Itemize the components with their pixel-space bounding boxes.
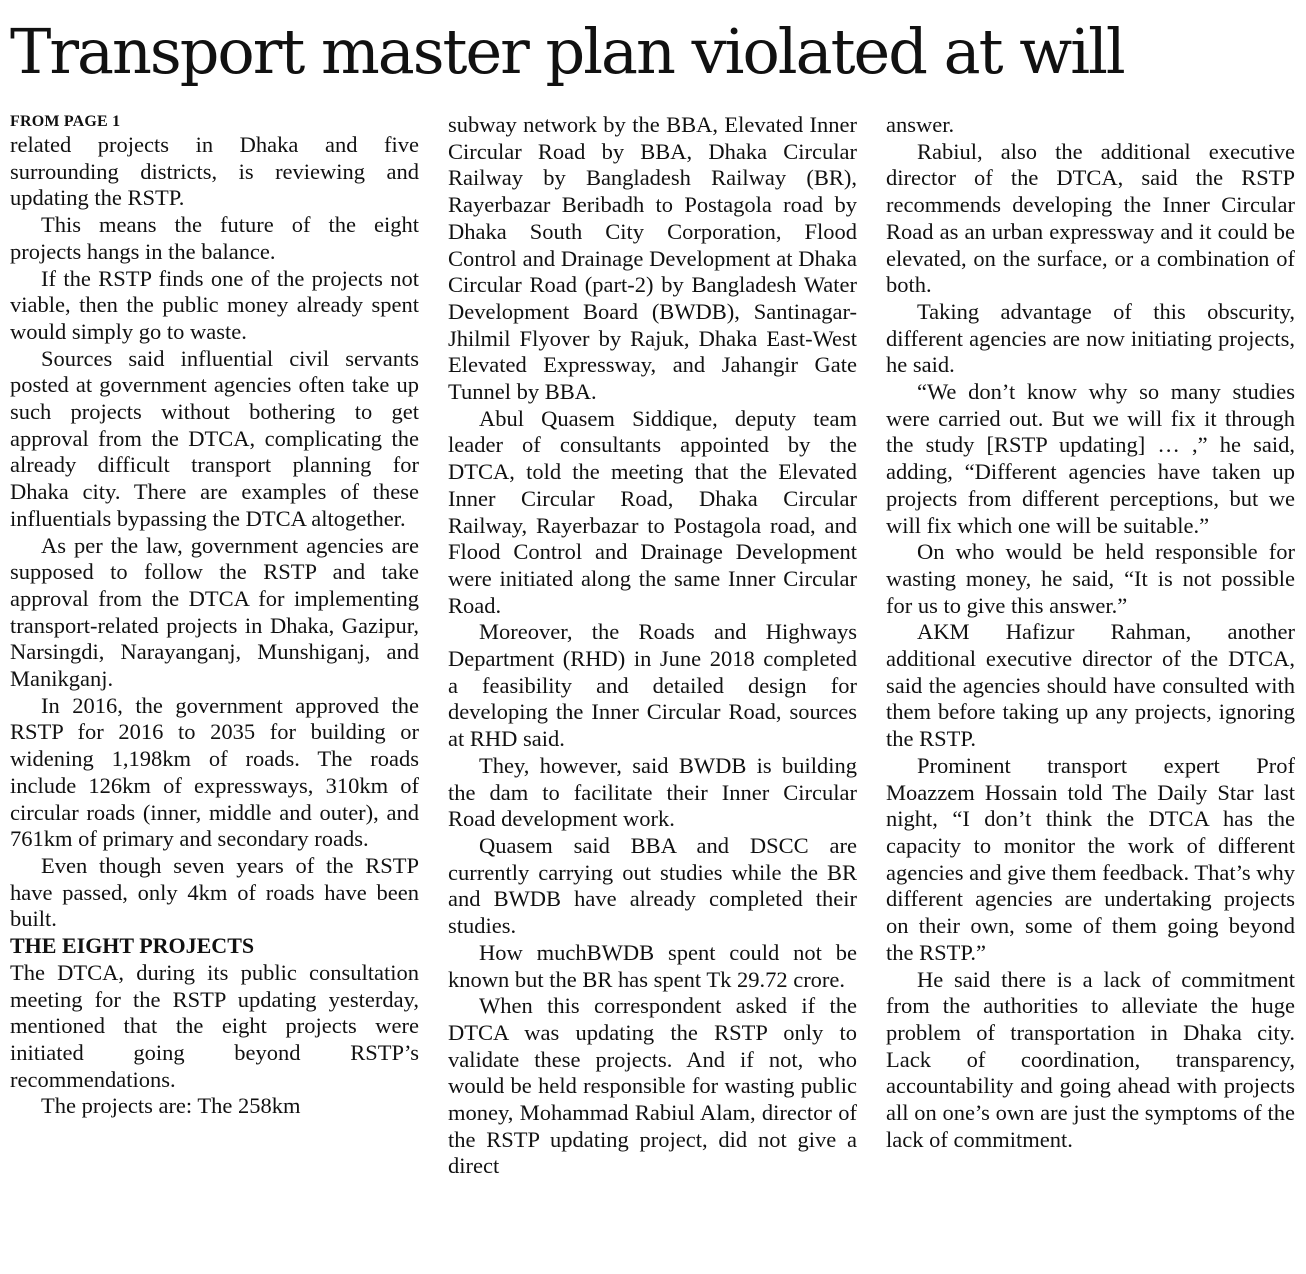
paragraph: The projects are: The 258km (41, 1093, 301, 1119)
paragraph: How muchBWDB spent could not be known but the BR has spent Tk 29.72 crore. (448, 939, 857, 992)
paragraph: He said there is a lack of commitment from the authorities to alleviate the huge problem of transportation in Dhaka city. Lack of coordination, transparency, accountability and going ahead with projects all on one’s own are just the symptoms of the lack of commitment. (886, 966, 1295, 1152)
paragraph: If the RSTP finds one of the projects not viable, then the public money already spent would simply go to waste. (10, 265, 419, 344)
paragraph: Rabiul, also the additional executive director of the DTCA, said the RSTP recommends developing the Inner Circular Road as an urban expressway and it could be elevated, on the surface, or a combination of both. (886, 138, 1295, 298)
paragraph: Quasem said BBA and DSCC are currently carrying out studies while the BR and BWDB have already completed their studies. (448, 832, 857, 939)
article-column-3 (886, 112, 1295, 1153)
paragraph: Prominent transport expert Prof Moazzem Hossain told The Daily Star last night, “I don’t think the DTCA has the capacity to monitor the work of different agencies and give them feedback. That’s why different agencies are undertaking projects on their own, some of them going beyond the RSTP.” (886, 752, 1295, 965)
paragraph: Taking advantage of this obscurity, different agencies are now initiating projects, he said. (886, 298, 1295, 378)
paragraph: On who would be held responsible for wasting money, he said, “It is not possible for us to give this answer.” (886, 539, 1295, 618)
article-headline: Transport master plan violated at will (10, 15, 1124, 88)
paragraph: Even though seven years of the RSTP have passed, only 4km of roads have been built. (10, 852, 419, 932)
article-column-1 (10, 112, 419, 1120)
paragraph: Abul Quasem Siddique, deputy team leader of consultants appointed by the DTCA, told the meeting that the Elevated Inner Circular Road, Dhaka Circular Railway, Rayerbazar to Postagola road, and Flood Control and Drainage Development were initiated along the same Inner Circular Road. (448, 405, 857, 618)
paragraph: This means the future of the eight projects hangs in the balance. (10, 212, 419, 264)
paragraph: subway network by the BBA, Elevated Inner Circular Road by BBA, Dhaka Circular Railway by Bangladesh Railway (BR), Rayerbazar Beribadh to Postagola road by Dhaka South City Corporation, Flood Control and Drainage Development at Dhaka Circular Road (part-2) by Bangladesh Water Development Board (BWDB), Santinagar-Jhilmil Flyover by Rajuk, Dhaka East-West Elevated Expressway, and Jahangir Gate Tunnel by BBA. (448, 112, 857, 405)
article-column-2 (448, 112, 857, 1180)
paragraph: answer. (886, 112, 955, 137)
continuation-kicker: FROM PAGE 1 (10, 113, 121, 130)
paragraph: They, however, said BWDB is building the dam to facilitate their Inner Circular Road development work. (448, 752, 857, 832)
paragraph: Sources said influential civil servants posted at government agencies often take up such projects without bothering to get approval from the DTCA, complicating the already difficult transport planning for Dhaka city. There are examples of these influentials bypassing the DTCA altogether. (10, 345, 419, 531)
section-subhead: THE EIGHT PROJECTS (10, 933, 255, 959)
paragraph: As per the law, government agencies are supposed to follow the RSTP and take approval from the DTCA for implementing transport-related projects in Dhaka, Gazipur, Narsingdi, Narayanganj, Munshiganj, and Manikganj. (10, 532, 419, 692)
paragraph: Moreover, the Roads and Highways Department (RHD) in June 2018 completed a feasibility and detailed design for developing the Inner Circular Road, sources at RHD said. (448, 619, 857, 752)
paragraph: When this correspondent asked if the DTCA was updating the RSTP only to validate these projects. And if not, who would be held responsible for wasting public money, Mohammad Rabiul Alam, director of the RSTP updating project, did not give a direct (448, 993, 857, 1179)
paragraph: AKM Hafizur Rahman, another additional executive director of the DTCA, said the agencies should have consulted with them before taking up any projects, ignoring the RSTP. (886, 619, 1295, 752)
paragraph: related projects in Dhaka and five surrounding districts, is reviewing and updating the RSTP. (10, 132, 419, 211)
paragraph: The DTCA, during its public consultation meeting for the RSTP updating yesterday, mentioned that the eight projects were initiated going beyond RSTP’s recommendations. (10, 959, 419, 1092)
paragraph: “We don’t know why so many studies were carried out. But we will fix it through the study [RSTP updating] … ,” he said, adding, “Different agencies have taken up projects from different perceptions, but we will fix which one will be suitable.” (886, 379, 1295, 538)
paragraph: In 2016, the government approved the RSTP for 2016 to 2035 for building or widening 1,198km of roads. The roads include 126km of expressways, 310km of circular roads (inner, middle and outer), and 761km of primary and secondary roads. (10, 692, 419, 852)
